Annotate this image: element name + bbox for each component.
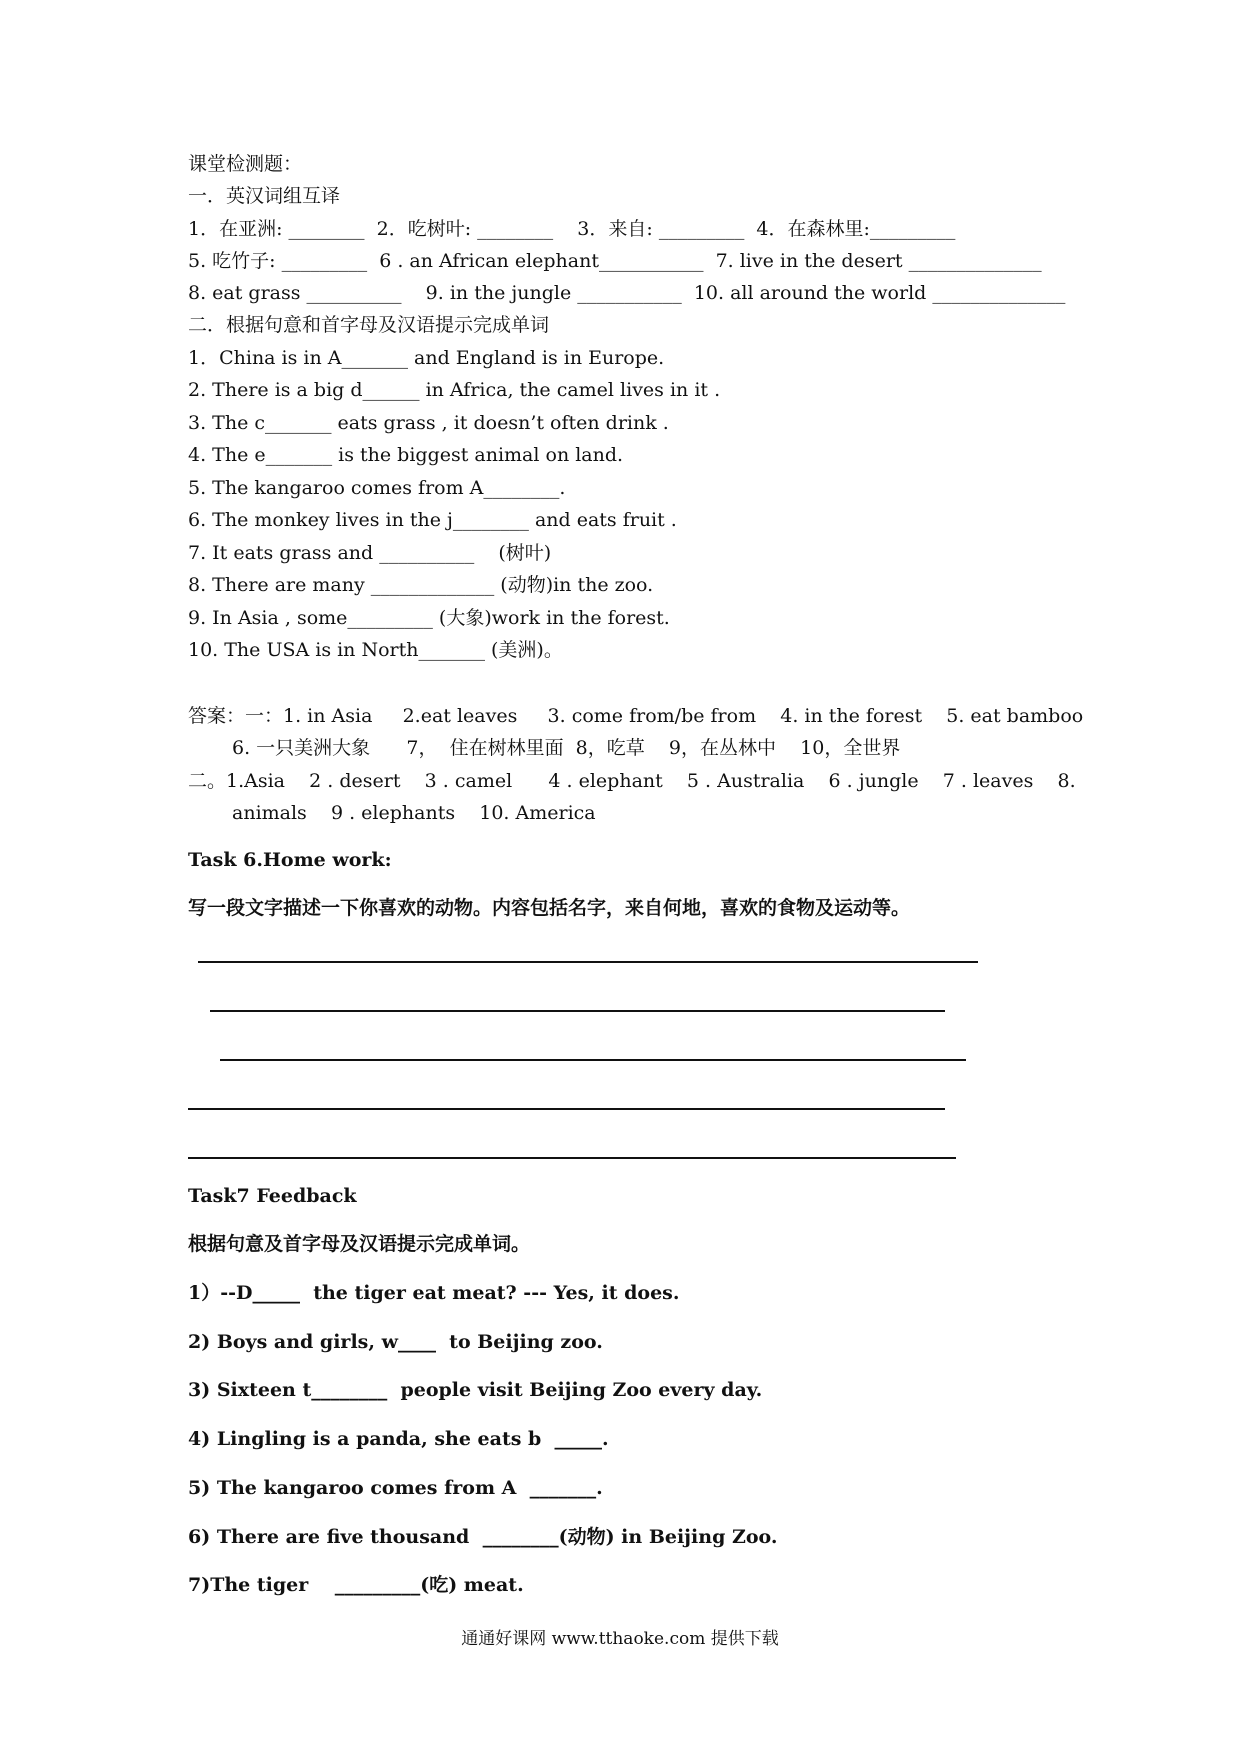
writing-line-2 (210, 1010, 945, 1012)
part2-item-10: 10. The USA is in North_______ (美洲)。 (188, 639, 563, 661)
part2-item-4: 4. The e_______ is the biggest animal on land. (188, 444, 624, 466)
part1-heading: 一．英汉词组互译 (188, 185, 341, 207)
task7-title: Task7 Feedback (188, 1185, 357, 1207)
part2-item-9: 9. In Asia , some_________ (大象)work in the forest. (188, 607, 670, 629)
task7-item-1: 1）--D_____ the tiger eat meat? --- Yes, it does. (188, 1282, 680, 1304)
writing-line-4 (188, 1108, 945, 1110)
answers-line-3: 二。1.Asia 2 . desert 3 . camel 4 . elephant 5 . Australia 6 . jungle 7 . leaves 8. (188, 770, 1076, 792)
section-title: 课堂检测题： (188, 153, 303, 175)
task7-item-3: 3) Sixteen t________ people visit Beijing Zoo every day. (188, 1379, 763, 1401)
part2-item-7: 7. It eats grass and __________ (树叶) (188, 542, 552, 564)
part2-item-8: 8. There are many _____________ (动物)in the zoo. (188, 574, 654, 596)
task7-instruction: 根据句意及首字母及汉语提示完成单词。 (188, 1233, 531, 1255)
task7-item-6: 6) There are five thousand ________(动物) in Beijing Zoo. (188, 1526, 778, 1548)
part2-heading: 二．根据句意和首字母及汉语提示完成单词 (188, 314, 550, 336)
part1-row-3: 8. eat grass __________ 9. in the jungle ___________ 10. all around the world ______________ (188, 282, 1066, 304)
part2-item-6: 6. The monkey lives in the j________ and eats fruit . (188, 509, 677, 531)
part2-item-2: 2. There is a big d______ in Africa, the camel lives in it . (188, 379, 721, 401)
writing-line-1 (198, 961, 978, 963)
page-footer: 通通好课网 www.tthaoke.com 提供下载 (461, 1629, 779, 1649)
answers-line-4: animals 9 . elephants 10. America (232, 802, 596, 824)
task7-item-5: 5) The kangaroo comes from A _______. (188, 1477, 603, 1499)
writing-line-3 (220, 1059, 966, 1061)
task6-instruction: 写一段文字描述一下你喜欢的动物。内容包括名字，来自何地，喜欢的食物及运动等。 (188, 897, 911, 919)
task7-item-4: 4) Lingling is a panda, she eats b _____. (188, 1428, 609, 1450)
task6-title: Task 6.Home work: (188, 849, 392, 871)
part2-item-5: 5. The kangaroo comes from A________. (188, 477, 566, 499)
writing-line-5 (188, 1157, 956, 1159)
part2-item-3: 3. The c_______ eats grass , it doesn’t often drink . (188, 412, 669, 434)
part2-item-1: 1．China is in A_______ and England is in Europe. (188, 347, 665, 369)
task7-item-2: 2) Boys and girls, w____ to Beijing zoo. (188, 1331, 603, 1353)
part1-row-2: 5. 吃竹子: _________ 6 . an African elephant___________ 7. live in the desert ______________ (188, 250, 1042, 272)
answers-line-1: 答案：一：1. in Asia 2.eat leaves 3. come from/be from 4. in the forest 5. eat bamboo (188, 705, 1084, 727)
task7-item-7: 7)The tiger _________(吃) meat. (188, 1574, 524, 1596)
answers-line-2: 6. 一只美洲大象 7， 住在树林里面 8，吃草 9，在丛林中 10，全世界 (232, 737, 901, 759)
part1-row-1: 1．在亚洲: ________ 2．吃树叶: ________ 3．来自: _________ 4．在森林里:_________ (188, 218, 956, 240)
